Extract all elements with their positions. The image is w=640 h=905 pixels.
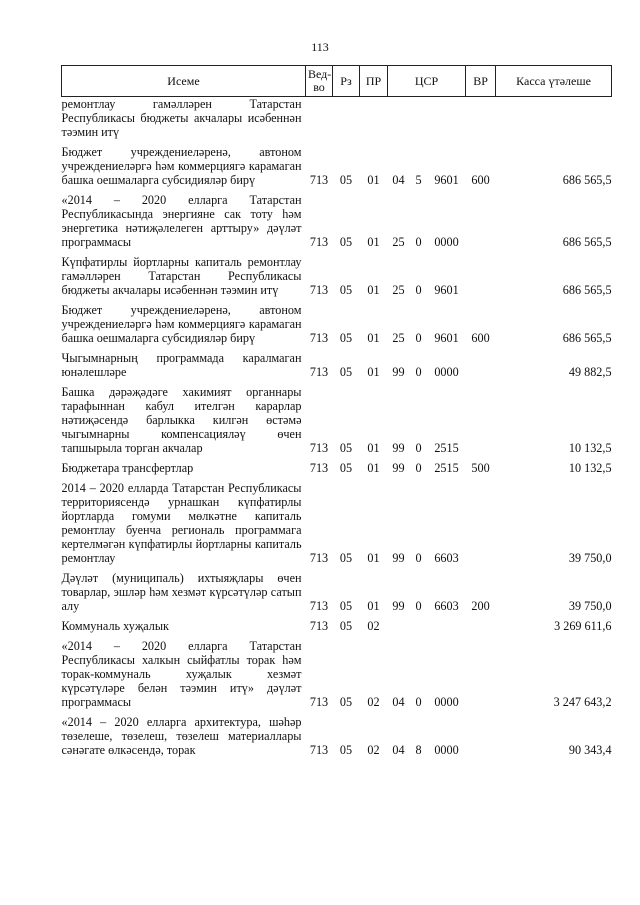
row-ved: 713 [309,283,329,297]
row-c1: 99 [392,441,405,455]
row-sum: 90 343,4 [568,743,612,757]
row-c2: 0 [415,695,422,709]
row-c3: 0000 [434,743,459,757]
row-c3: 9601 [434,173,459,187]
row-c3: 9601 [434,283,459,297]
row-ved: 713 [309,551,329,565]
row-ved: 713 [309,599,329,613]
header-sum: Касса үтәлеше [496,66,612,97]
row-c1: 99 [392,599,405,613]
row-sum: 10 132,5 [568,461,612,475]
page-number: 113 [311,40,329,54]
row-sum: 686 565,5 [562,283,612,297]
row-pr: 01 [367,461,380,475]
header-vr: ВР [466,66,496,97]
row-c1 [388,97,410,140]
table-row [62,461,612,475]
row-rz [333,97,360,140]
row-sum: 39 750,0 [568,551,612,565]
table-row [62,385,612,455]
row-c3: 0000 [434,695,459,709]
row-rz: 05 [339,331,353,345]
row-c2: 0 [415,599,422,613]
table-row [62,351,612,379]
row-c1: 04 [392,743,405,757]
row-ved: 713 [309,441,329,455]
row-c2: 0 [415,365,422,379]
table-header-row [62,66,612,97]
header-name: Исеме [62,66,306,97]
table-row [62,255,612,297]
row-rz: 05 [339,173,353,187]
header-csr: ЦСР [388,66,466,97]
row-rz: 05 [339,695,353,709]
row-c3 [428,619,466,633]
row-ved: 713 [309,173,329,187]
row-c2: 5 [415,173,422,187]
row-name: ремонтлау гамәлләрен Татарстан Республикасы бюджеты акчалары исәбеннән тәэмин итү [61,97,302,139]
budget-table [61,65,612,757]
row-pr [360,97,388,140]
row-vr: 600 [471,173,490,187]
row-vr [466,481,496,565]
row-ved: 713 [309,619,329,633]
row-rz: 05 [339,365,353,379]
row-name: Чыгымнарның программада каралмаган юнәлешләре [61,351,302,379]
row-sum: 39 750,0 [568,599,612,613]
row-vr [466,619,496,633]
row-rz: 05 [339,441,353,455]
row-sum: 686 565,5 [562,235,612,249]
row-sum: 49 882,5 [568,365,612,379]
row-c2: 0 [415,283,422,297]
row-rz: 05 [339,743,353,757]
row-name: Бюджет учреждениеләренә, автоном учреждениеләргә һәм коммерциягә карамаган башка оешмаларга субсидияләр бирү [61,145,302,187]
row-c1: 99 [392,551,405,565]
row-ved: 713 [309,235,329,249]
row-c1: 99 [392,365,405,379]
row-c3: 0000 [434,235,459,249]
row-rz: 05 [339,461,353,475]
row-pr: 01 [367,551,380,565]
row-pr: 01 [367,599,380,613]
row-c2: 8 [415,743,422,757]
row-vr [466,385,496,455]
header-rz: Рз [333,66,360,97]
row-vr: 200 [471,599,490,613]
row-c2 [410,619,428,633]
row-c3 [428,97,466,140]
row-ved: 713 [309,365,329,379]
row-name: Коммуналь хуҗалык [61,619,169,633]
row-c3: 2515 [434,461,459,475]
row-name: Дәүләт (муниципаль) ихтыяҗлары өчен товарлар, эшләр һәм хезмәт күрсәтүләр сатып алу [61,571,302,613]
row-vr: 500 [471,461,490,475]
row-pr: 01 [367,173,380,187]
row-pr: 02 [367,743,380,757]
row-c1: 25 [392,331,405,345]
table-row [62,639,612,709]
row-ved: 713 [309,695,329,709]
table-row [62,619,612,633]
table-row [62,97,612,140]
row-ved: 713 [309,461,329,475]
header-pr: ПР [360,66,388,97]
row-vr [466,715,496,757]
row-c2: 0 [415,331,422,345]
row-c1 [388,619,410,633]
row-sum: 686 565,5 [562,173,612,187]
row-c3: 9601 [434,331,459,345]
row-rz: 05 [339,599,353,613]
row-pr: 02 [367,619,380,633]
row-sum: 10 132,5 [568,441,612,455]
row-vr [466,97,496,140]
row-pr: 01 [367,441,380,455]
row-c3: 2515 [434,441,459,455]
row-ved [306,97,333,140]
row-vr: 600 [471,331,490,345]
row-c1: 04 [392,695,405,709]
row-c2: 0 [415,441,422,455]
row-name: Күпфатирлы йортларны капиталь ремонтлау гамәлләрен Татарстан Республикасы бюджеты акчалары исәбеннән тәэмин итү [61,255,302,297]
row-c2: 0 [415,551,422,565]
row-pr: 02 [367,695,380,709]
row-c1: 99 [392,461,405,475]
row-c1: 25 [392,283,405,297]
row-c3: 6603 [434,551,459,565]
row-ved: 713 [309,743,329,757]
row-c2 [410,97,428,140]
row-pr: 01 [367,235,380,249]
table-row [62,193,612,249]
row-vr [466,639,496,709]
row-pr: 01 [367,331,380,345]
row-sum: 686 565,5 [562,331,612,345]
row-c1: 04 [392,173,405,187]
table-row [62,303,612,345]
row-vr [466,351,496,379]
table-row [62,571,612,613]
row-c1: 25 [392,235,405,249]
row-pr: 01 [367,283,380,297]
table-body [62,97,612,758]
row-vr [466,193,496,249]
table-row [62,145,612,187]
row-sum [496,97,612,140]
row-rz: 05 [339,551,353,565]
row-rz: 05 [339,619,353,633]
row-rz: 05 [339,235,353,249]
header-ved: Вед-во [306,66,333,97]
table-row [62,481,612,565]
row-c3: 0000 [434,365,459,379]
row-name: Бюджет учреждениеләренә, автоном учреждениеләргә һәм коммерциягә карамаган башка оешмаларга субсидияләр бирү [61,303,302,345]
row-sum: 3 247 643,2 [553,695,612,709]
row-c2: 0 [415,461,422,475]
row-ved: 713 [309,331,329,345]
row-name: «2014 – 2020 елларга Татарстан Республикасында энергияне сак тоту һәм энергетика нәтиҗәлелеген арттыру» дәүләт программасы [61,193,302,249]
row-name: Бюджетара трансфертлар [61,461,194,475]
row-rz: 05 [339,283,353,297]
row-name: «2014 – 2020 елларга архитектура, шәһәр төзелеше, төзелеш, төзелеш материаллары сәнәгате өлкәсендә, торак [61,715,302,757]
row-name: 2014 – 2020 елларда Татарстан Республикасы территориясендә урнашкан күпфатирлы йортларда гомуми мөлкәтне капиталь ремонтлау буенча региональ программага кертелмәгән күпфатирлы йортларны капиталь ремонтлау [61,481,302,565]
row-sum: 3 269 611,6 [554,619,612,633]
row-pr: 01 [367,365,380,379]
row-name: Башка дәрәҗәдәге хакимият органнары тарафыннан кабул ителгән карарлар нәтиҗәсендә барлыкка килгән өстәмә чыгымнарны компенсацияләү өчен тапшырыла торган акчалар [61,385,302,455]
row-c2: 0 [415,235,422,249]
row-c3: 6603 [434,599,459,613]
row-vr [466,255,496,297]
row-name: «2014 – 2020 елларга Татарстан Республикасы халкын сыйфатлы торак һәм торак-коммуналь хуҗалык хезмәт күрсәтүләре белән тәэмин итү» дәүләт программасы [61,639,302,709]
table-row [62,715,612,757]
